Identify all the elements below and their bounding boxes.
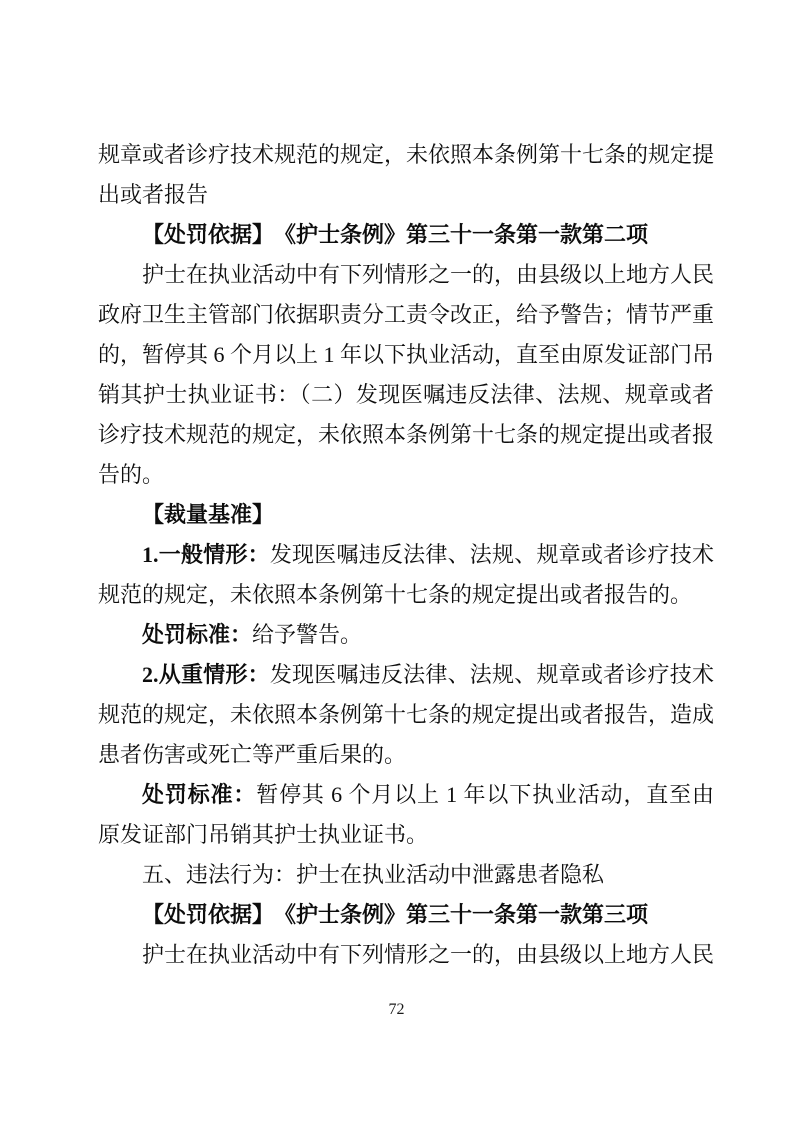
run-text: 暂停其 6 个月以上 1 年以下执业活动，直至由原发证部门吊销其护士执业证书。 <box>98 782 714 847</box>
paragraph-violation-5-title <box>98 855 714 895</box>
heading-penalty-basis-item3 <box>98 895 714 935</box>
heading-text: 【处罚依据】 《护士条例》第三十一条第一款第三项 <box>142 902 649 927</box>
heading-discretion-benchmark <box>98 495 714 535</box>
run-label-general-circumstance: 1.一般情形： <box>142 542 270 567</box>
paragraph-text: 护士在执业活动中有下列情形之一的，由县级以上地方人民政府卫生主管部门依据职责分工责令改正，给予警告；情节严重的，暂停其 6 个月以上 1 年以下执业活动，直至由原发证部门吊销其护士执业证书：（二）发现医嘱违反法律、法规、规章或者诊疗技术规范的规定，未依照本条例第十七条的规定提出或者报告的。 <box>98 262 715 487</box>
heading-penalty-basis-item2 <box>98 215 714 255</box>
paragraph-text: 五、违法行为：护士在执业活动中泄露患者隐私 <box>142 862 605 887</box>
paragraph-penalty-provision <box>98 255 714 495</box>
paragraph-text: 护士在执业活动中有下列情形之一的，由县级以上地方人民 <box>142 942 715 967</box>
paragraph-text: 规章或者诊疗技术规范的规定，未依照本条例第十七条的规定提出或者报告 <box>98 142 715 207</box>
paragraph-aggravated-circumstance <box>98 655 714 775</box>
heading-text: 【处罚依据】 《护士条例》第三十一条第一款第二项 <box>142 222 649 247</box>
paragraph-penalty-standard-aggravated <box>98 775 714 855</box>
paragraph-nurse-provision-start <box>98 935 714 975</box>
run-label-aggravated-circumstance: 2.从重情形： <box>142 662 270 687</box>
run-label-penalty-standard: 处罚标准： <box>142 622 253 647</box>
document-body <box>98 135 714 975</box>
run-label-penalty-standard: 处罚标准： <box>142 782 257 807</box>
paragraph-continuation-violation <box>98 135 714 215</box>
run-text: 给予警告。 <box>252 622 363 647</box>
paragraph-general-circumstance <box>98 535 714 615</box>
run-text: 发现医嘱违反法律、法规、规章或者诊疗技术规范的规定，未依照本条例第十七条的规定提出或者报告的。 <box>98 542 714 607</box>
page-number: 72 <box>388 1001 405 1018</box>
heading-text: 【裁量基准】 <box>142 502 275 527</box>
paragraph-penalty-standard-general <box>98 615 714 655</box>
run-text: 发现医嘱违反法律、法规、规章或者诊疗技术规范的规定，未依照本条例第十七条的规定提出或者报告，造成患者伤害或死亡等严重后果的。 <box>98 662 715 767</box>
